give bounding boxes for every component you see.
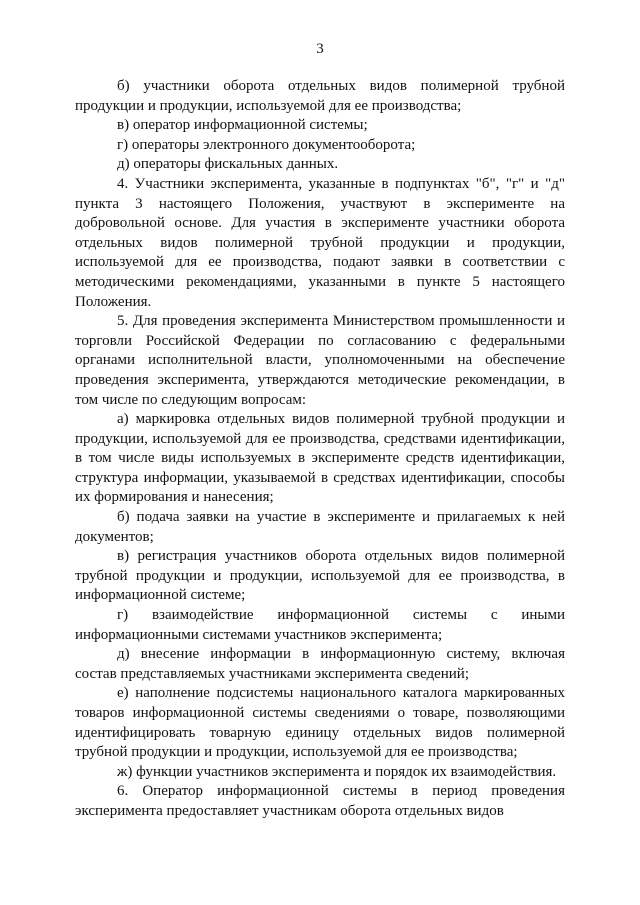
document-body [75,77,565,822]
paragraph-item-d-fiscal-operators: д) операторы фискальных данных. [117,156,339,173]
paragraph-clause-5: 5. Для проведения эксперимента Министерством промышленности и торговли Российской Федерации по согласованию с федеральными органами исполнительной власти, уполномоченными на обеспечение проведения эксперимента, утверждаются методические рекомендации, в том числе по следующим вопросам: [75,313,565,408]
paragraph-item-g-interaction: г) взаимодействие информационной системы с иными информационными системами участников эксперимента; [75,607,565,643]
paragraph-item-b-participants: б) участники оборота отдельных видов полимерной трубной продукции и продукции, используемой для ее производства; [75,78,565,114]
paragraph-clause-6: 6. Оператор информационной системы в период проведения эксперимента предоставляет участникам оборота отдельных видов [75,783,565,819]
paragraph-item-v-registration: в) регистрация участников оборота отдельных видов полимерной трубной продукции и продукции, используемой для ее производства, в информационной системе; [75,548,565,604]
paragraph-item-zh-functions: ж) функции участников эксперимента и порядок их взаимодействия. [117,763,557,780]
page-number: 3 [316,41,324,57]
paragraph-item-e-catalog: е) наполнение подсистемы национального каталога маркированных товаров информационной системы сведениями о товаре, позволяющими идентифицировать товарную единицу отдельных видов полимерной трубной продукции и продукции, используемой для ее производства; [75,685,565,761]
paragraph-clause-4: 4. Участники эксперимента, указанные в подпунктах "б", "г" и "д" пункта 3 настоящего Положения, участвуют в эксперименте на добровольной основе. Для участия в эксперименте участники оборота отдельных видов полимерной трубной продукции и продукции, используемой для ее производства, подают заявки в соответствии с методическими рекомендациями, указанными в пункте 5 настоящего Положения. [75,175,565,310]
paragraph-item-v-operator: в) оператор информационной системы; [117,117,368,134]
paragraph-item-b-application: б) подача заявки на участие в эксперименте и прилагаемых к ней документов; [75,509,565,545]
paragraph-item-g-edo-operators: г) операторы электронного документооборота; [117,136,416,153]
paragraph-item-d-data-entry: д) внесение информации в информационную систему, включая состав представляемых участниками эксперимента сведений; [75,646,565,682]
paragraph-item-a-marking: а) маркировка отдельных видов полимерной трубной продукции и продукции, используемой для ее производства, средствами идентификации, в том числе виды используемых в эксперименте средств идентификации, структура информации, указываемой в средствах идентификации, способы их формирования и нанесения; [75,411,565,506]
